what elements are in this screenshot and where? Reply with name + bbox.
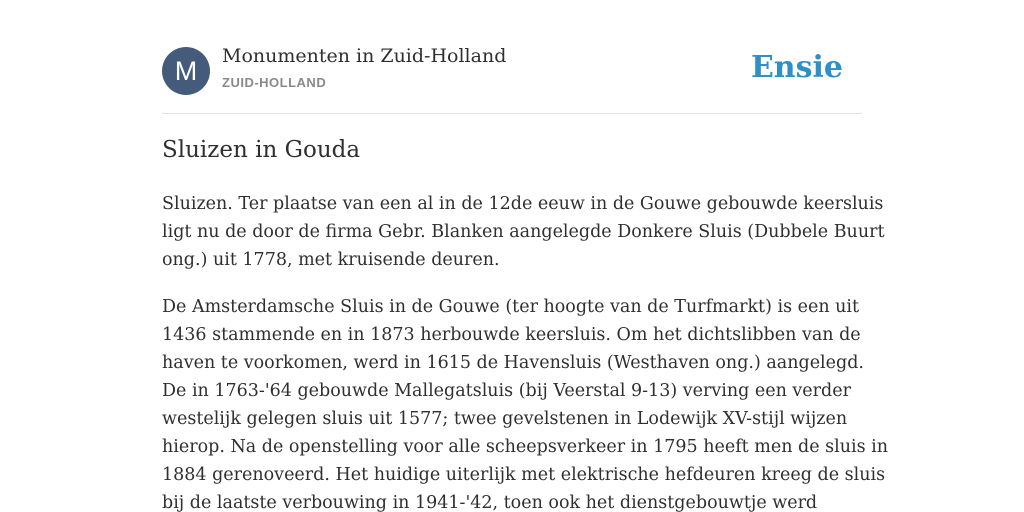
article-body [162, 190, 889, 512]
text-line: haven te voorkomen, werd in 1615 de Havensluis (Westhaven ong.) aangelegd. [162, 353, 864, 373]
ensie-logo[interactable]: Ensie [750, 50, 843, 85]
text-line: hierop. Na de openstelling voor alle scheepsverkeer in 1795 heeft men de sluis in [162, 437, 889, 457]
text-line: De in 1763-'64 gebouwde Mallegatsluis (bij Veerstal 9-13) verving een verder [162, 381, 851, 401]
publication-region: ZUID-HOLLAND [222, 75, 327, 90]
text-line: 1436 stammende en in 1873 herbouwde keersluis. Om het dichtslibben van de [162, 325, 861, 345]
article-title: Sluizen in Gouda [162, 137, 361, 163]
text-line: 1884 gerenoveerd. Het huidige uiterlijk met elektrische hefdeuren kreeg de sluis [162, 465, 886, 485]
text-line: bij de laatste verbouwing in 1941-'42, toen ook het dienstgebouwtje werd [162, 493, 818, 512]
publication-header [162, 0, 862, 114]
text-line: ong.) uit 1778, met kruisende deuren. [162, 250, 500, 270]
paragraph [162, 190, 885, 274]
publication-name[interactable]: Monumenten in Zuid-Holland [222, 45, 507, 67]
text-line: ligt nu de door de firma Gebr. Blanken aangelegde Donkere Sluis (Dubbele Buurt [162, 222, 885, 242]
text-line: De Amsterdamsche Sluis in de Gouwe (ter hoogte van de Turfmarkt) is een uit [162, 297, 860, 317]
text-line: westelijk gelegen sluis uit 1577; twee gevelstenen in Lodewijk XV-stijl wijzen [162, 409, 848, 429]
paragraph [162, 293, 889, 512]
text-line: Sluizen. Ter plaatse van een al in de 12de eeuw in de Gouwe gebouwde keersluis [162, 194, 884, 214]
publication-avatar[interactable]: M [162, 47, 210, 95]
article-container [162, 0, 889, 512]
